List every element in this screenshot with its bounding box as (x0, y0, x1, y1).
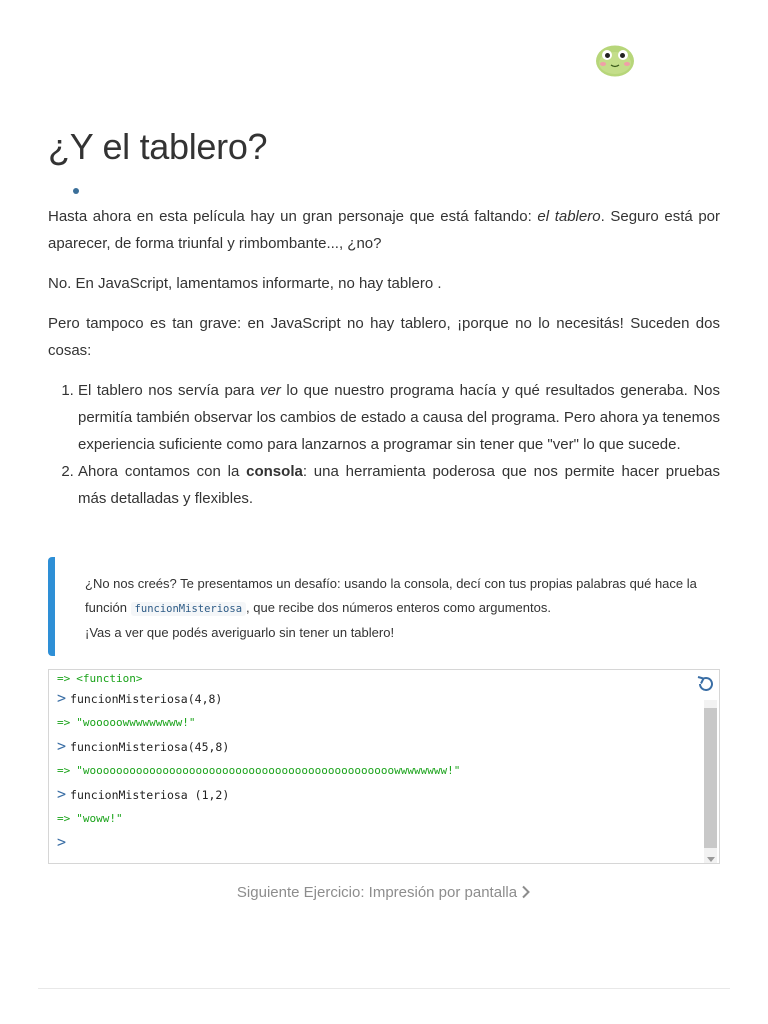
console-result-text: <function> (76, 672, 143, 685)
console-result-text: "woooooooooooooooooooooooooooooooooooooooooooooowwwwwwww!" (76, 764, 461, 777)
lesson-content (48, 203, 720, 512)
reset-console-icon[interactable] (695, 674, 715, 694)
console-command-line (57, 686, 699, 710)
callout-text: ¿No nos creés? Te presentamos un desafío: usando la consola, decí con tus propias palabras qué hace la función funcionMisteriosa , que recibe dos números enteros como argumentos. (85, 576, 697, 615)
console-result-text: "woww!" (76, 812, 123, 825)
console-command-text: funcionMisteriosa(4,8) (70, 692, 223, 706)
function-name-code: funcionMisteriosa (131, 602, 246, 616)
chevron-right-icon (521, 885, 531, 899)
console-command-text: funcionMisteriosa(45,8) (70, 740, 230, 754)
console-lines (57, 670, 699, 854)
result-arrow-icon: => (57, 812, 71, 825)
console-result-line (57, 670, 699, 686)
paragraph-not-serious: Pero tampoco es tan grave: en JavaScript no hay tablero, ¡porque no lo necesitás! Suceden dos cosas: (48, 315, 720, 359)
page-title: ¿Y el tablero? (48, 126, 268, 167)
prompt-icon: > (57, 785, 67, 803)
console-command-text: funcionMisteriosa (1,2) (70, 788, 230, 802)
paragraph-no-board: No. En JavaScript, lamentamos informarte, no hay tablero . (48, 275, 442, 292)
next-exercise-link[interactable]: Siguiente Ejercicio: Impresión por pantalla (0, 884, 768, 901)
prompt-icon: > (57, 737, 67, 755)
console-result-line (57, 710, 699, 734)
mascot-logo-icon (595, 43, 635, 77)
console-scrollbar[interactable] (704, 700, 717, 864)
scroll-down-arrow-icon[interactable] (707, 857, 715, 862)
challenge-callout (48, 557, 720, 656)
prompt-icon: > (57, 833, 67, 851)
callout-text-2: ¡Vas a ver que podés averiguarlo sin tener un tablero! (85, 625, 395, 640)
paragraph-intro: Hasta ahora en esta película hay un gran personaje que está faltando: el tablero. Seguro está por aparecer, de forma triunfal y rimbombante..., ¿no? (48, 208, 720, 252)
reasons-list (48, 377, 720, 512)
bullet-dot (73, 188, 79, 194)
list-item: 2. Ahora contamos con la consola: una herramienta poderosa que nos permite hacer pruebas más detalladas y flexibles. (78, 458, 720, 512)
console-result-line (57, 806, 699, 830)
console-command-line (57, 782, 699, 806)
scrollbar-thumb[interactable] (704, 708, 717, 848)
result-arrow-icon: => (57, 672, 71, 685)
console-result-line (57, 758, 699, 782)
footer-divider (38, 988, 730, 989)
console-result-text: "wooooowwwwwwwww!" (76, 716, 196, 729)
console-panel[interactable] (48, 669, 720, 864)
result-arrow-icon: => (57, 716, 71, 729)
console-input-line[interactable] (57, 830, 699, 854)
result-arrow-icon: => (57, 764, 71, 777)
list-item: 1. El tablero nos servía para ver lo que nuestro programa hacía y qué resultados generaba. Nos permitía también observar los cambios de estado a causa del programa. Pero ahora ya tenemos experiencia suficiente como para lanzarnos a programar sin tener que "ver" lo que sucede. (78, 377, 720, 458)
console-command-line (57, 734, 699, 758)
prompt-icon: > (57, 689, 67, 707)
